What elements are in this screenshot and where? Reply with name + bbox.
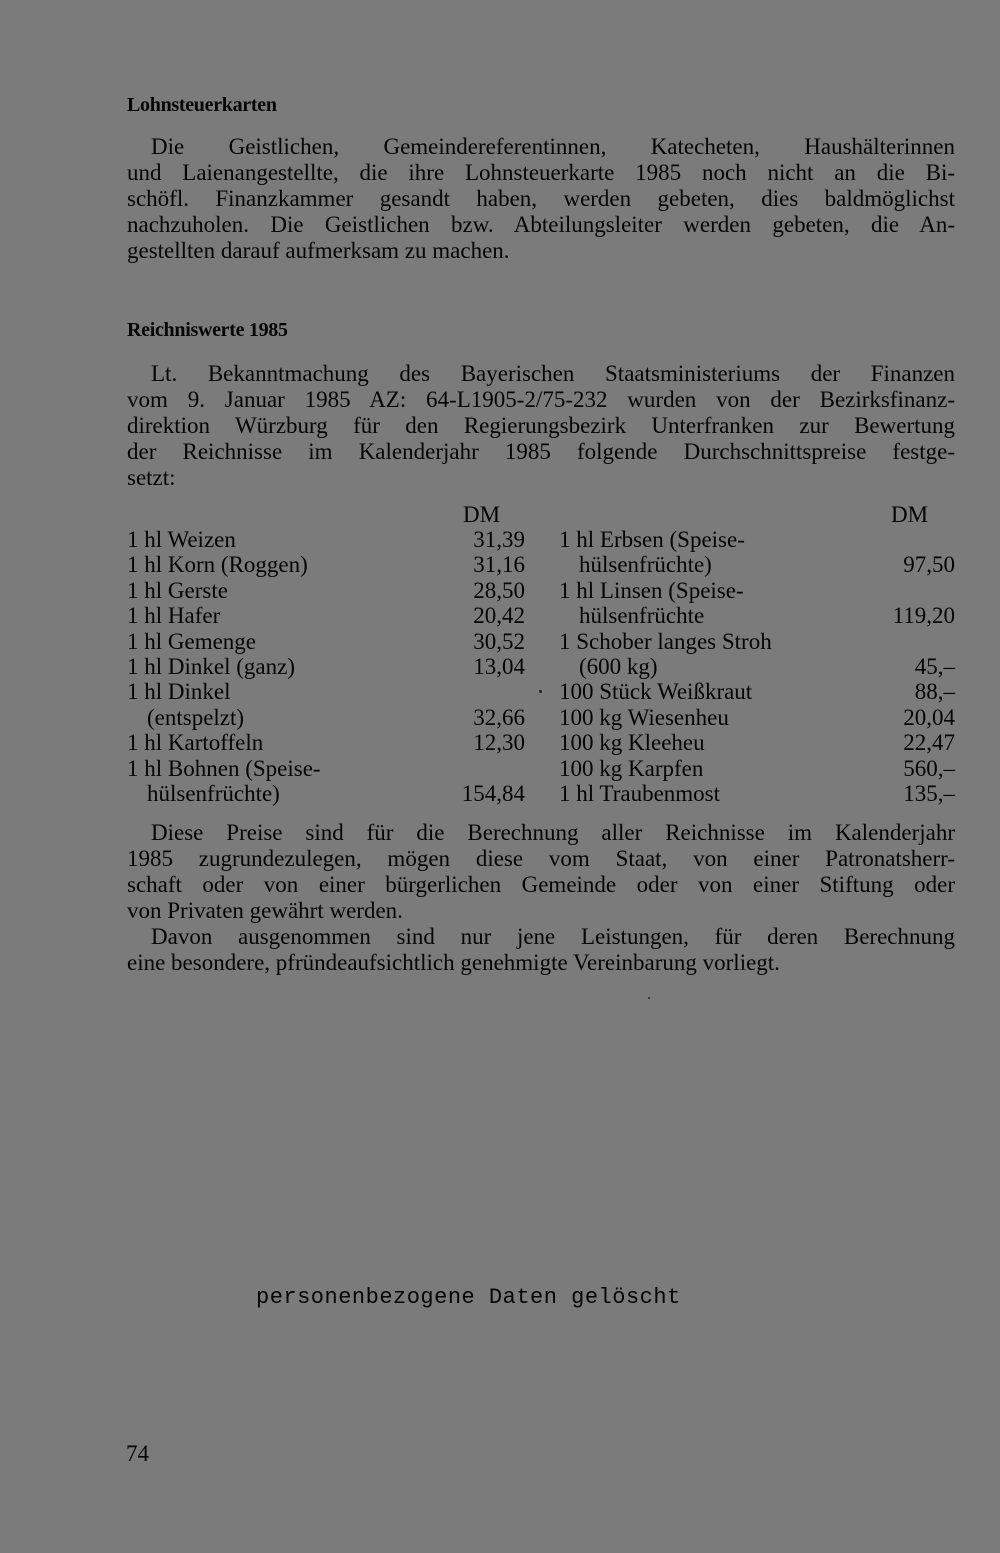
text-line: setzt: bbox=[127, 465, 176, 490]
price-item-label: 1 hl Bohnen (Speise- bbox=[127, 755, 321, 781]
price-row bbox=[127, 781, 525, 807]
price-row bbox=[559, 781, 955, 807]
price-row bbox=[559, 705, 955, 731]
price-item-value: 135,– bbox=[903, 781, 955, 806]
redaction-note: personenbezogene Daten gelöscht bbox=[256, 1285, 681, 1310]
price-item-value: 31,16 bbox=[473, 552, 525, 578]
text-line: eine besondere, pfründeaufsichtlich genehmigte Vereinbarung vorliegt. bbox=[127, 950, 780, 975]
scan-speck bbox=[648, 997, 650, 999]
price-row bbox=[559, 552, 955, 578]
currency-header-left: DM bbox=[463, 502, 501, 527]
price-row bbox=[127, 756, 525, 782]
price-row bbox=[127, 679, 525, 705]
price-item-value: 20,42 bbox=[473, 603, 525, 629]
price-item-label: 1 hl Korn (Roggen) bbox=[127, 552, 308, 578]
price-item-value: 12,30 bbox=[473, 730, 525, 756]
price-row bbox=[559, 527, 955, 553]
price-item-value: 154,84 bbox=[461, 781, 525, 806]
price-item-label: 100 kg Wiesenheu bbox=[559, 704, 729, 730]
price-item-label: 1 hl Erbsen (Speise- bbox=[559, 527, 745, 552]
price-row bbox=[127, 603, 525, 629]
paragraph-reichniswerte bbox=[127, 361, 955, 491]
text-line: gestellten darauf aufmerksam zu machen. bbox=[127, 238, 510, 263]
price-item-label: 1 hl Hafer bbox=[127, 603, 221, 629]
price-row bbox=[127, 705, 525, 731]
section-heading-reichniswerte: Reichniswerte 1985 bbox=[127, 319, 288, 341]
price-item-label: (600 kg) bbox=[579, 654, 658, 679]
price-item-value: 20,04 bbox=[903, 704, 955, 730]
price-row bbox=[127, 629, 525, 655]
price-item-value: 28,50 bbox=[473, 577, 525, 603]
text-line: 1985 zugrundezulegen, mögen diese vom Staat, von einer Patronatsherr- bbox=[127, 846, 955, 871]
price-item-label: 1 hl Traubenmost bbox=[559, 781, 721, 806]
price-row bbox=[559, 654, 955, 680]
price-item-label: 1 hl Weizen bbox=[127, 527, 236, 552]
text-line: Die Geistlichen, Gemeindereferentinnen, Katecheten, Haushälterinnen bbox=[151, 134, 955, 159]
price-row bbox=[127, 730, 525, 756]
text-line: direktion Würzburg für den Regierungsbezirk Unterfranken zur Bewertung bbox=[127, 413, 955, 438]
price-item-label: (entspelzt) bbox=[147, 704, 245, 730]
price-item-label: 100 kg Karpfen bbox=[559, 755, 704, 781]
text-line: schaft oder von einer bürgerlichen Gemeinde oder von einer Stiftung oder bbox=[127, 872, 955, 897]
price-item-label: 1 hl Gerste bbox=[127, 577, 228, 603]
price-row bbox=[127, 654, 525, 680]
section-heading-lohnsteuerkarten: Lohnsteuerkarten bbox=[127, 94, 277, 116]
price-item-label: 1 hl Kartoffeln bbox=[127, 730, 264, 756]
price-row bbox=[559, 679, 955, 705]
price-row bbox=[559, 730, 955, 756]
price-item-value: 30,52 bbox=[473, 628, 525, 654]
price-item-value: 13,04 bbox=[473, 654, 525, 679]
paragraph-closing bbox=[127, 820, 955, 976]
price-item-value: 97,50 bbox=[903, 552, 955, 578]
price-item-label: 100 kg Kleeheu bbox=[559, 730, 705, 756]
price-row bbox=[559, 756, 955, 782]
text-line: und Laienangestellte, die ihre Lohnsteuerkarte 1985 noch nicht an die Bi- bbox=[127, 160, 955, 185]
price-item-label: 1 hl Linsen (Speise- bbox=[559, 577, 744, 603]
text-line: schöfl. Finanzkammer gesandt haben, werden gebeten, dies baldmöglichst bbox=[127, 186, 955, 211]
price-item-label: 1 hl Dinkel bbox=[127, 679, 231, 705]
price-row bbox=[127, 552, 525, 578]
price-item-label: hülsenfrüchte) bbox=[147, 781, 280, 806]
price-item-label: 100 Stück Weißkraut bbox=[559, 679, 753, 705]
price-item-value: 88,– bbox=[914, 679, 955, 705]
price-row bbox=[559, 629, 955, 655]
scan-speck bbox=[539, 690, 542, 693]
price-item-label: 1 hl Gemenge bbox=[127, 628, 257, 654]
price-row bbox=[127, 578, 525, 604]
price-item-value: 22,47 bbox=[903, 730, 955, 756]
page-number: 74 bbox=[126, 1441, 149, 1466]
price-row bbox=[127, 527, 525, 553]
text-line: von Privaten gewährt werden. bbox=[127, 898, 403, 923]
price-item-value: 119,20 bbox=[892, 603, 955, 629]
price-row bbox=[559, 578, 955, 604]
text-line: Lt. Bekanntmachung des Bayerischen Staatsministeriums der Finanzen bbox=[151, 361, 955, 386]
price-item-value: 31,39 bbox=[473, 527, 525, 552]
price-item-value: 32,66 bbox=[473, 704, 525, 730]
price-item-value: 45,– bbox=[914, 654, 955, 679]
text-line: vom 9. Januar 1985 AZ: 64-L1905-2/75-232 wurden von der Bezirksfinanz- bbox=[127, 387, 955, 412]
paragraph-lohnsteuerkarten bbox=[127, 134, 955, 264]
text-line: Diese Preise sind für die Berechnung aller Reichnisse im Kalenderjahr bbox=[151, 820, 955, 845]
price-item-label: hülsenfrüchte bbox=[579, 603, 705, 629]
price-item-value: 560,– bbox=[903, 755, 955, 781]
text-line: Davon ausgenommen sind nur jene Leistungen, für deren Berechnung bbox=[151, 924, 955, 949]
price-item-label: 1 Schober langes Stroh bbox=[559, 628, 772, 654]
text-line: nachzuholen. Die Geistlichen bzw. Abteilungsleiter werden gebeten, die An- bbox=[127, 212, 955, 237]
price-item-label: 1 hl Dinkel (ganz) bbox=[127, 654, 295, 679]
price-item-label: hülsenfrüchte) bbox=[579, 552, 712, 578]
text-line: der Reichnisse im Kalenderjahr 1985 folgende Durchschnittspreise festge- bbox=[127, 439, 955, 464]
price-row bbox=[559, 603, 955, 629]
currency-header-right: DM bbox=[891, 502, 929, 527]
